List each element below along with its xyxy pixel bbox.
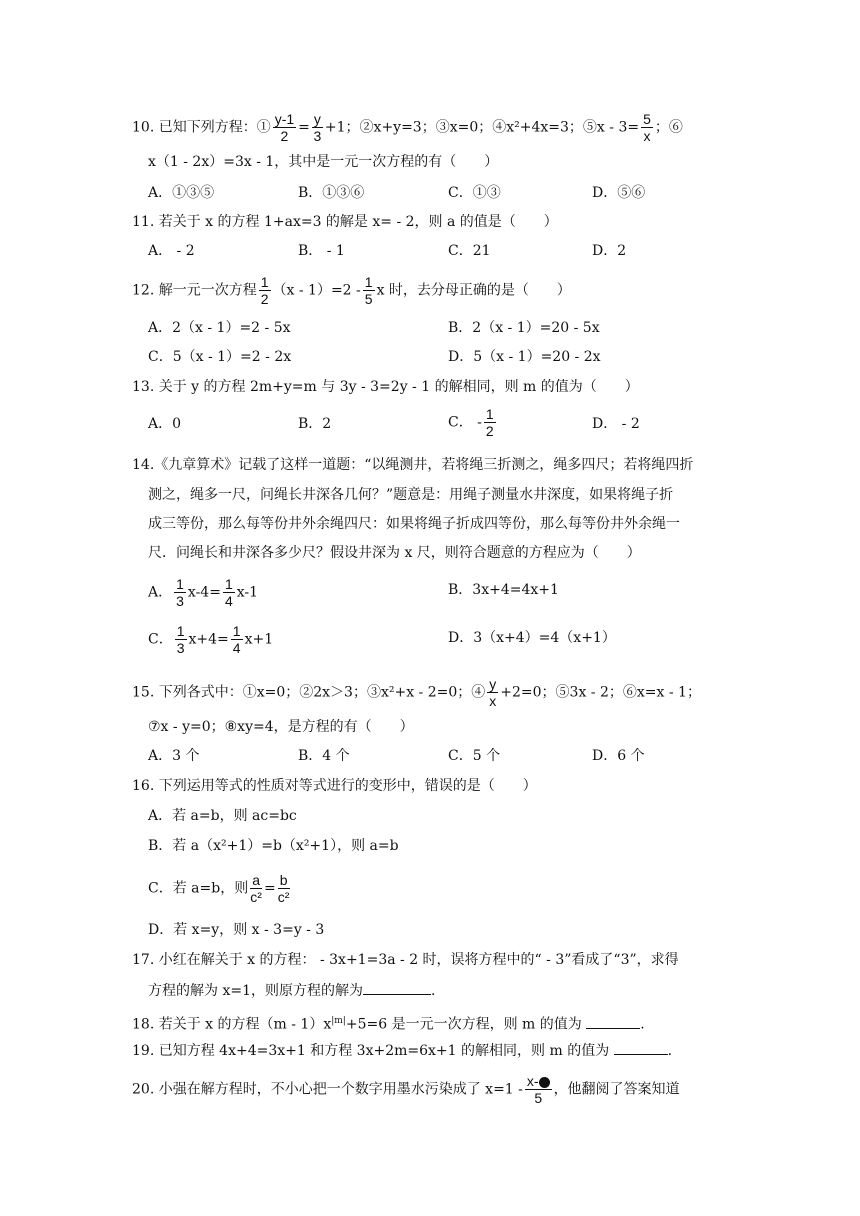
fraction: $\frac{b}{\text{c²}}$ xyxy=(277,872,290,905)
q14-option-d: D．3（x+4）=4（x+1） xyxy=(448,630,616,646)
fraction: $\frac{1}{3}$ xyxy=(176,623,185,656)
q16-stem: 16. 下列运用等式的性质对等式进行的变形中，错误的是（ ） xyxy=(132,778,537,794)
q11-stem: 11. 若关于 x 的方程 1+ax=3 的解是 x= - 2，则 a 的值是（ ） xyxy=(132,214,558,230)
q10-option-a: A．①③⑤ xyxy=(148,185,215,201)
q11-option-a: A． - 2 xyxy=(148,243,195,259)
q16-option-d: D．若 x=y，则 x - 3=y - 3 xyxy=(148,922,325,938)
answer-blank[interactable] xyxy=(363,980,431,995)
q10-option-b: B．①③⑥ xyxy=(298,185,365,201)
q13-option-d: D． - 2 xyxy=(592,416,640,432)
q14-option-a: A． $\frac{1}{3}$ x-4= $\frac{1}{4}$ x-1 xyxy=(148,576,259,609)
q13-option-c: C． - $\frac{1}{2}$ xyxy=(448,406,494,439)
q11-option-b: B． - 1 xyxy=(298,243,345,259)
ink-blot-icon xyxy=(539,1077,550,1088)
answer-blank[interactable] xyxy=(586,1014,640,1029)
q15-line2: ⑦x - y=0；⑧xy=4，是方程的有（ ） xyxy=(148,719,414,735)
fraction: $\frac{y}{x}$ xyxy=(489,676,497,709)
answer-blank[interactable] xyxy=(614,1040,668,1055)
q17-line2: 方程的解为 x=1，则原方程的解为 . xyxy=(148,980,435,1001)
q20-stem: 20. 小强在解方程时，不小心把一个数字用墨水污染成了 x=1 - $\frac{x-}{5}$ ，他翻阅了答案知道 xyxy=(132,1073,680,1106)
q19-stem: 19. 已知方程 4x+4=3x+1 和方程 3x+2m=6x+1 的解相同，则 m 的值为 . xyxy=(132,1040,672,1061)
q16-option-c: C．若 a=b，则 $\frac{a}{\text{c²}}$ = $\frac{b}{\text{c²}}$ xyxy=(148,872,290,905)
q16-option-b: B．若 a（x²+1）=b（x²+1），则 a=b xyxy=(148,838,399,854)
q15-option-d: D．6 个 xyxy=(592,748,645,764)
q10-line2: x（1 - 2x）=3x - 1，其中是一元一次方程的有（ ） xyxy=(148,154,499,170)
q12-stem: 12. 解一元一次方程 $\frac{1}{2}$ （x - 1）=2 - $\frac{1}{5}$ x 时，去分母正确的是（ ） xyxy=(132,274,571,307)
q14-line4: 尺．问绳长和井深各多少尺？假设井深为 x 尺，则符合题意的方程应为（ ） xyxy=(148,545,641,561)
fraction: $\frac{1}{5}$ xyxy=(364,274,373,307)
fraction: $\frac{y-1}{2}$ xyxy=(274,111,295,144)
q11-option-c: C．21 xyxy=(448,243,491,259)
q16-option-a: A．若 a=b，则 ac=bc xyxy=(148,808,297,824)
fraction: $\frac{1}{4}$ xyxy=(224,576,233,609)
q12-option-b: B．2（x - 1）=20 - 5x xyxy=(448,320,600,336)
q12-option-d: D．5（x - 1）=20 - 2x xyxy=(448,349,601,365)
q14-option-c: C． $\frac{1}{3}$ x+4= $\frac{1}{4}$ x+1 xyxy=(148,623,274,656)
q15-option-b: B．4 个 xyxy=(298,748,350,764)
q14-line1: 14.《九章算术》记载了这样一道题：“以绳测井，若将绳三折测之，绳多四尺；若将绳四折 xyxy=(132,457,694,473)
fraction: $\frac{5}{x}$ xyxy=(643,111,651,144)
q14-line3: 成三等份，那么每等份井外余绳四尺：如果将绳子折成四等份，那么每等份井外余绳一 xyxy=(148,516,680,532)
q15-line1: 15. 下列各式中：①x=0；②2x＞3；③x²+x - 2=0；④ $\frac{y}{x}$ +2=0；⑤3x - 2；⑥x=x - 1； xyxy=(132,676,701,709)
fraction: $\frac{1}{2}$ xyxy=(260,274,269,307)
q11-option-d: D．2 xyxy=(592,243,627,259)
q10-option-d: D．⑤⑥ xyxy=(592,185,646,201)
q12-option-c: C．5（x - 1）=2 - 2x xyxy=(148,349,292,365)
q18-stem: 18. 若关于 x 的方程$(m - 1)x^{|m|}+5=6$ 是一元一次方程，则 m 的值为 . xyxy=(132,1011,645,1035)
q12-option-a: A．2（x - 1）=2 - 5x xyxy=(148,320,291,336)
q14-option-b: B．3x+4=4x+1 xyxy=(448,582,559,598)
fraction: $\frac{1}{2}$ xyxy=(485,406,494,439)
q15-option-c: C．5 个 xyxy=(448,748,501,764)
q13-stem: 13. 关于 y 的方程 2m+y=m 与 3y - 3=2y - 1 的解相同，则 m 的值为（ ） xyxy=(132,379,639,395)
q17-line1: 17. 小红在解关于 x 的方程： - 3x+1=3a - 2 时，误将方程中的“ - 3”看成了“3”，求得 xyxy=(132,952,679,968)
q14-line2: 测之，绳多一尺，问绳长井深各几何？”题意是：用绳子测量水井深度，如果将绳子折 xyxy=(148,487,674,503)
q10-line1: 10. 已知下列方程：① $\frac{y-1}{2}$ = $\frac{y}{3}$ +1；②x+y=3；③x=0；④x²+4x=3；⑤x - 3= $\frac{5}{x}$ ；⑥ xyxy=(132,111,683,144)
q10-option-c: C．①③ xyxy=(448,185,501,201)
fraction: $\frac{1}{3}$ xyxy=(176,576,184,609)
q15-option-a: A．3 个 xyxy=(148,748,200,764)
fraction: $\frac{y}{3}$ xyxy=(313,111,322,144)
q13-option-b: B．2 xyxy=(298,416,332,432)
q13-option-a: A．0 xyxy=(148,416,182,432)
fraction: $\frac{1}{4}$ xyxy=(232,623,241,656)
fraction: $\frac{a}{\text{c²}}$ xyxy=(250,872,262,905)
fraction: $\frac{x-}{5}$ xyxy=(525,1073,552,1106)
